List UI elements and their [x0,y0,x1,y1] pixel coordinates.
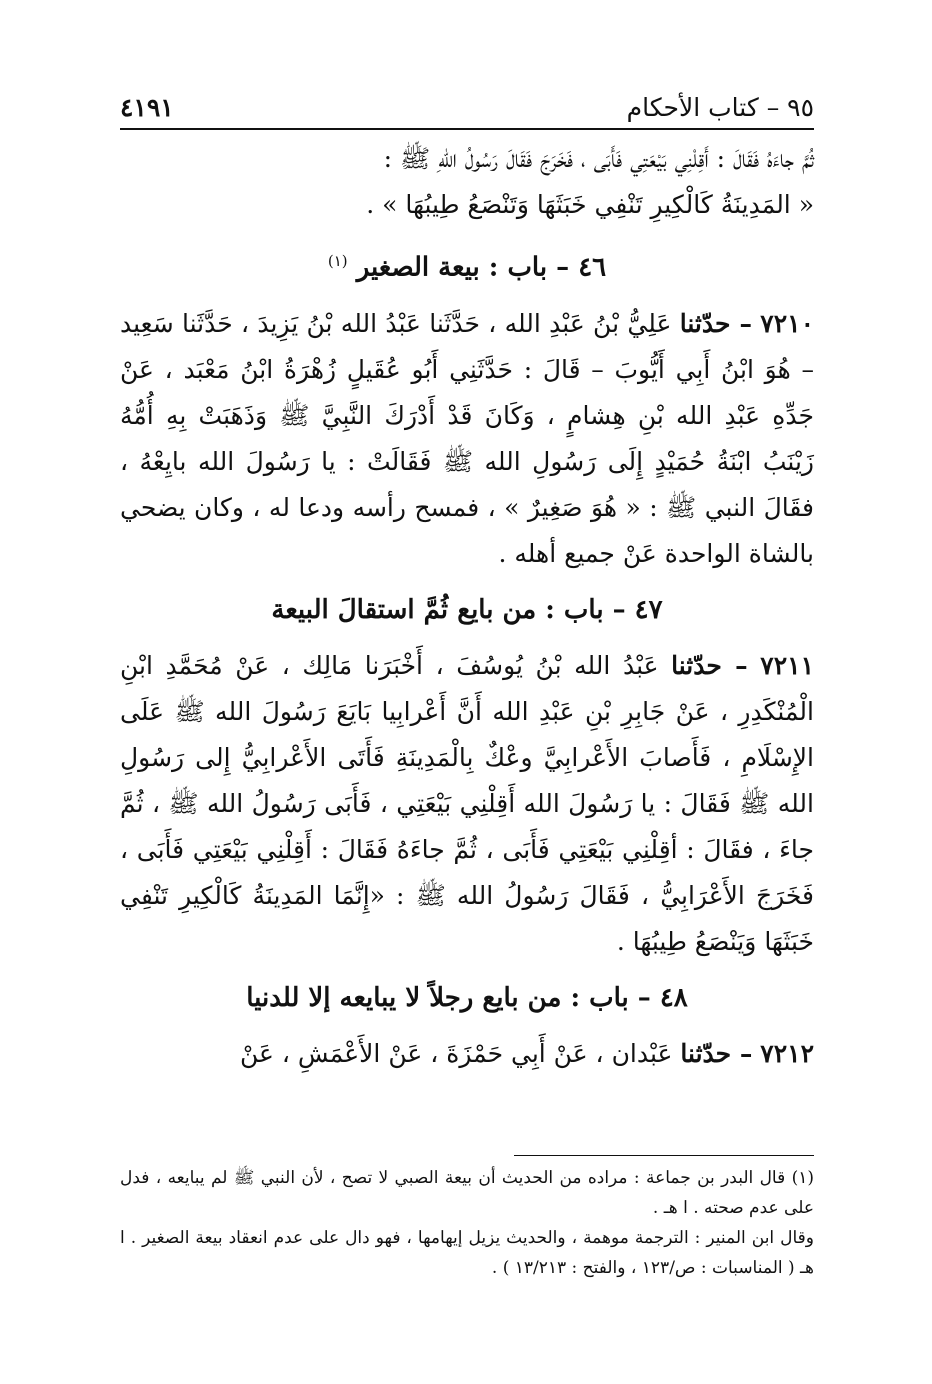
footnotes [120,1163,814,1283]
chapter-title-48: ٤٨ – باب : من بايع رجلاً لا يبايعه إلا للدنيا [246,982,688,1013]
hadith-text: عَبْدان ، عَنْ أَبِي حَمْزَةَ ، عَنْ الأَعْمَشِ ، عَنْ [240,1038,673,1068]
hadith-7212 [120,1031,814,1077]
header-divider [120,128,814,130]
hadith-text: عَلِيُّ بْنُ عَبْدِ الله ، حَدَّثَنا عَبْدُ الله بْنُ يَزِيدَ ، حَدَّثَنا سَعِيد – هُوَ ابْنُ أَبِي أَيُّوبَ – قَالَ : حَدَّثَنِي أَبُو عُقَيلٍ زُهْرَةُ ابْنُ مَعْبَد ، عَنْ جَدِّهِ عَبْدِ الله بْنِ هِشامٍ ، وَكَانَ قَدْ أَدْرَكَ النَّبِيَّ ﷺ وَذَهَبَتْ بِهِ أُمُّهُ زَيْنَبُ ابْنَةُ حُمَيْدٍ إِلَى رَسُولِ الله ﷺ فَقَالَتْ : يا رَسُولَ الله بايِعْهُ ، فقَالَ النبي ﷺ : « هُوَ صَغِيرٌ » ، فمسح رأسه ودعا له ، وكان يضحي بالشاة الواحدة عَنْ جميع أهله . [120,308,814,568]
hadith-7210 [120,301,814,577]
hadith-number: ٧٢١٢ [760,1038,814,1068]
footnote-marker: (١) [327,252,348,270]
chapter-heading-47 [120,587,814,633]
page-header [120,78,814,122]
main-text [120,136,814,1077]
running-title: ٩٥ – كتاب الأحكام [626,93,814,122]
page-number: ٤١٩١ [120,93,174,122]
hadith-lead: – حدّثنا [679,308,752,338]
footnote-1: (١) قال البدر بن جماعة : مراده من الحديث أن بيعة الصبي لا تصح ، لأن النبي ﷺ لم يبايعه ، فدل على عدم صحته . ا هـ . [120,1168,814,1218]
continuation-line-2: « المَدِينَةُ كَالْكِيرِ تَنْفِي خَبَثَهَا وَتَنْصَعُ طِيبُهَا » . [366,190,814,219]
chapter-title-47: ٤٧ – باب : من بايع ثُمَّ استقالَ البيعة [271,594,663,625]
footnote-divider [514,1155,814,1156]
chapter-heading-48 [120,975,814,1021]
hadith-number: ٧٢١١ [760,650,814,680]
footnote-2: وقال ابن المنير : الترجمة موهمة ، والحديث يزيل إيهامها ، فهو دال على عدم انعقاد بيعة الصغير . ا هـ ( المناسبات : ص/١٢٣ ، والفتح : ١٣/٢١٣ ) . [120,1228,814,1278]
hadith-lead: – حدّثنا [680,1038,753,1068]
continuation-line-1: ثُمَّ جاءَهُ فَقَالَ : أَقِلْنِي بَيْعَتِي فَأَبَى ، فَخَرَجَ فَقَالَ رَسُولُ اللهِ ﷺ : [383,144,814,173]
chapter-title-46: ٤٦ – باب : بيعة الصغير [356,252,607,283]
chapter-heading-46 [120,238,814,291]
hadith-number: ٧٢١٠ [760,308,814,338]
hadith-7211 [120,643,814,965]
hadith-lead: – حدّثنا [671,650,748,680]
hadith-text: عَبْدُ الله بْنُ يُوسُفَ ، أَخْبَرَنا مَالِك ، عَنْ مُحَمَّدِ ابْنِ الْمُنْكَدِرِ ، عَنْ جَابِرِ بْنِ عَبْدِ الله أَنَّ أَعْرابِيا بَايَعَ رَسُولَ الله ﷺ عَلَى الإِسْلَامِ ، فَأَصابَ الأَعْرابِيَّ وعْكٌ بِالْمَدِينَةِ فَأَتَى الأَعْرابِيُّ إِلى رَسُولِ الله ﷺ فَقَالَ : يا رَسُولَ الله أَقِلْنِي بَيْعَتِي ، فَأَبَى رَسُولُ الله ﷺ ، ثُمَّ جاءَ ، فقَالَ : أقِلْنِي بَيْعَتِي فَأَبَى ، ثُمَّ جاءَهُ فَقَالَ : أَقِلْنِي بَيْعَتِي فَأَبَى ، فَخَرَجَ الأَعْرَابِيُّ ، فَقَالَ رَسُولُ الله ﷺ : «إِنَّمَا المَدِينَةُ كَالْكِيرِ تَنْفِي خَبَثَهَا وَيَنْصَعُ طِيبُهَا . [120,650,814,956]
